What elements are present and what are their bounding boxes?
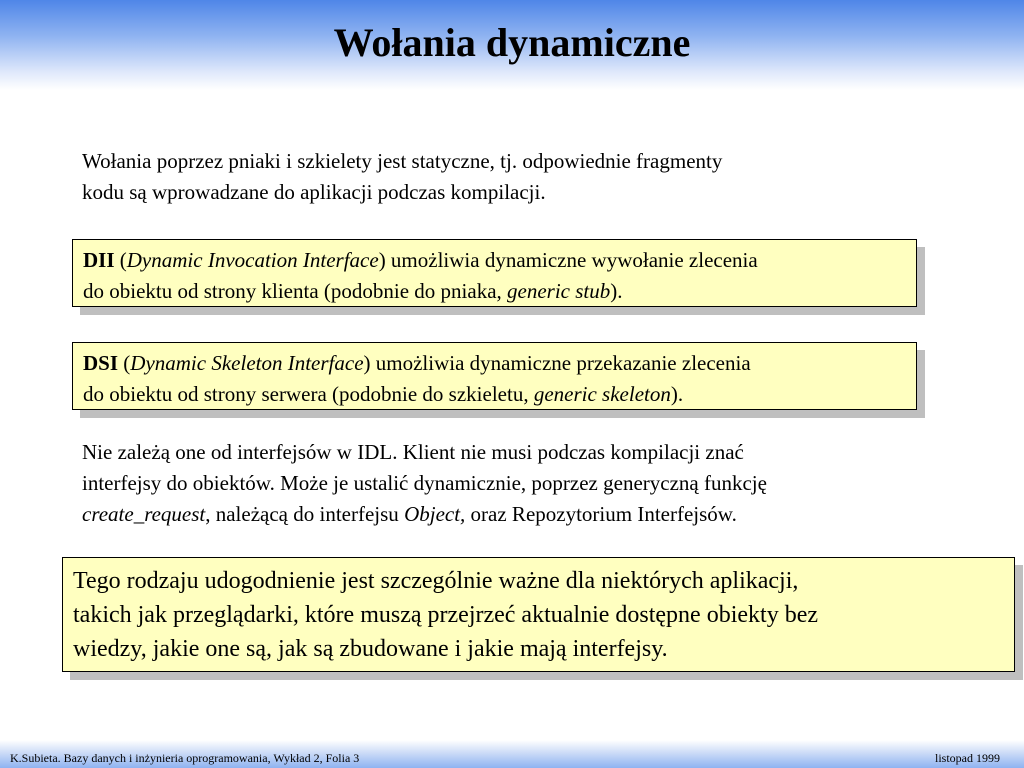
dsi-term: DSI xyxy=(83,351,119,375)
intro-line-2: kodu są wprowadzane do aplikacji podczas kompilacji. xyxy=(82,180,546,204)
dii-box xyxy=(72,239,917,307)
dii-full-name: Dynamic Invocation Interface xyxy=(126,248,379,272)
idl-line-2: interfejsy do obiektów. Może je ustalić dynamicznie, poprzez generyczną funkcję xyxy=(82,471,767,495)
dii-italic-term: generic stub xyxy=(507,279,611,303)
footer-credit: K.Subieta. Bazy danych i inżynieria oprogramowania, Wykład 2, Folia 3 xyxy=(10,751,360,765)
dii-desc: ) umożliwia dynamiczne wywołanie zlecenia xyxy=(378,248,758,272)
footer-date: listopad 1999 xyxy=(935,751,1000,765)
idl-end: oraz Repozytorium Interfejsów. xyxy=(465,502,737,526)
dsi-line2-end: ). xyxy=(670,382,684,406)
dsi-desc: ) umożliwia dynamiczne przekazanie zlecenia xyxy=(363,351,751,375)
dsi-box xyxy=(72,342,917,410)
idl-paragraph xyxy=(82,437,942,530)
intro-line-1: Wołania poprzez pniaki i szkielety jest statyczne, tj. odpowiednie fragmenty xyxy=(82,149,723,173)
slide-title: Wołania dynamiczne xyxy=(333,20,691,65)
dsi-italic-term: generic skeleton xyxy=(533,382,671,406)
dsi-line2-start: do obiektu od strony serwera (podobnie do szkieletu, xyxy=(83,382,534,406)
dii-open-paren: ( xyxy=(114,248,127,272)
note-box xyxy=(62,557,1015,672)
dsi-open-paren: ( xyxy=(118,351,131,375)
dii-line2-start: do obiektu od strony klienta (podobnie do pniaka, xyxy=(83,279,508,303)
dii-line2-end: ). xyxy=(610,279,623,303)
idl-mid: , należącą do interfejsu xyxy=(205,502,405,526)
dii-term: DII xyxy=(83,248,115,272)
note-line-2: takich jak przeglądarki, które muszą przejrzeć aktualnie dostępne obiekty bez xyxy=(73,602,818,628)
note-line-1: Tego rodzaju udogodnienie jest szczególnie ważne dla niektórych aplikacji, xyxy=(73,568,799,594)
note-line-3: wiedzy, jakie one są, jak są zbudowane i jakie mają interfejsy. xyxy=(73,636,668,662)
intro-paragraph xyxy=(82,146,882,208)
dsi-full-name: Dynamic Skeleton Interface xyxy=(130,351,364,375)
idl-object-name: Object, xyxy=(404,502,466,526)
idl-fn-name: create_request xyxy=(82,502,206,526)
idl-line-1: Nie zależą one od interfejsów w IDL. Klient nie musi podczas kompilacji znać xyxy=(82,440,744,464)
